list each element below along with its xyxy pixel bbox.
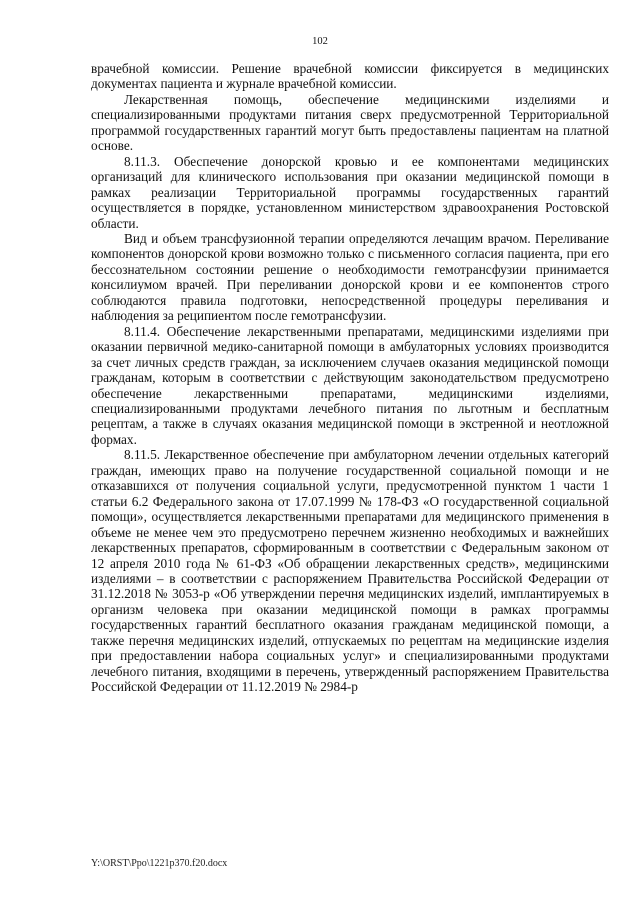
document-body — [91, 61, 609, 695]
paragraph-paid-assistance: Лекарственная помощь, обеспечение медицинскими изделиями и специализированными продуктами питания сверх предусмотренной Территориальной программой государственных гарантий могут быть предоставлены пациентам на платной основе. — [91, 91, 609, 154]
paragraph-8-11-4: 8.11.4. Обеспечение лекарственными препаратами, медицинскими изделиями при оказании первичной медико-санитарной помощи в амбулаторных условиях производится за счет личных средств граждан, за исключением случаев оказания медицинской помощи гражданам, которым в соответствии с действующим законодательством предусмотрено обеспечение лекарственными препаратами, медицинскими изделиями, специализированными продуктами лечебного питания по льготным и бесплатным рецептам, а также в случаях оказания медицинской помощи в экстренной и неотложной формах. — [91, 323, 609, 447]
paragraph-8-11-3: 8.11.3. Обеспечение донорской кровью и ее компонентами медицинских организаций для клинического использования при оказании медицинской помощи в рамках реализации Территориальной программы государственных гарантий осуществляется в порядке, установленном министерством здравоохранения Ростовской области. — [91, 153, 609, 231]
footer-file-path: Y:\ORST\Ppo\1221p370.f20.docx — [91, 858, 228, 869]
paragraph-transfusion: Вид и объем трансфузионной терапии определяются лечащим врачом. Переливание компонентов донорской крови возможно только с письменного согласия пациента, при его бессознательном состоянии решение о необходимости гемотрансфузии принимается консилиумом врачей. При переливании донорской крови и ее компонентов строго соблюдаются правила подготовки, непосредственной процедуры переливания и наблюдения за реципиентом после гемотрансфузии. — [91, 230, 609, 324]
paragraph-continuation: врачебной комиссии. Решение врачебной комиссии фиксируется в медицинских документах пациента и журнале врачебной комиссии. — [91, 61, 609, 92]
paragraph-8-11-5: 8.11.5. Лекарственное обеспечение при амбулаторном лечении отдельных категорий граждан, имеющих право на получение государственной социальной помощи и не отказавшихся от получения социальной услуги, предусмотренной пунктом 1 части 1 статьи 6.2 Федерального закона от 17.07.1999 № 178-ФЗ «О государственной социальной помощи», осуществляется лекарственными препаратами для медицинского применения в объеме не менее чем это предусмотрено перечнем жизненно необходимых и важнейших лекарственных препаратов, сформированным в соответствии с Федеральным законом от 12 апреля 2010 года № 61-ФЗ «Об обращении лекарственных средств», медицинскими изделиями – в соответствии с распоряжением Правительства Российской Федерации от 31.12.2018 № 3053-р «Об утверждении перечня медицинских изделий, имплантируемых в организм человека при оказании медицинской помощи в рамках программы государственных гарантий бесплатного оказания гражданам медицинской помощи, а также перечня медицинских изделий, отпускаемых по рецептам на медицинские изделия при предоставлении набора социальных услуг» и специализированными продуктами лечебного питания, входящими в перечень, утвержденный распоряжением Правительства Российской Федерации от 11.12.2019 № 2984-р — [91, 447, 609, 695]
page-number: 102 — [312, 36, 328, 47]
